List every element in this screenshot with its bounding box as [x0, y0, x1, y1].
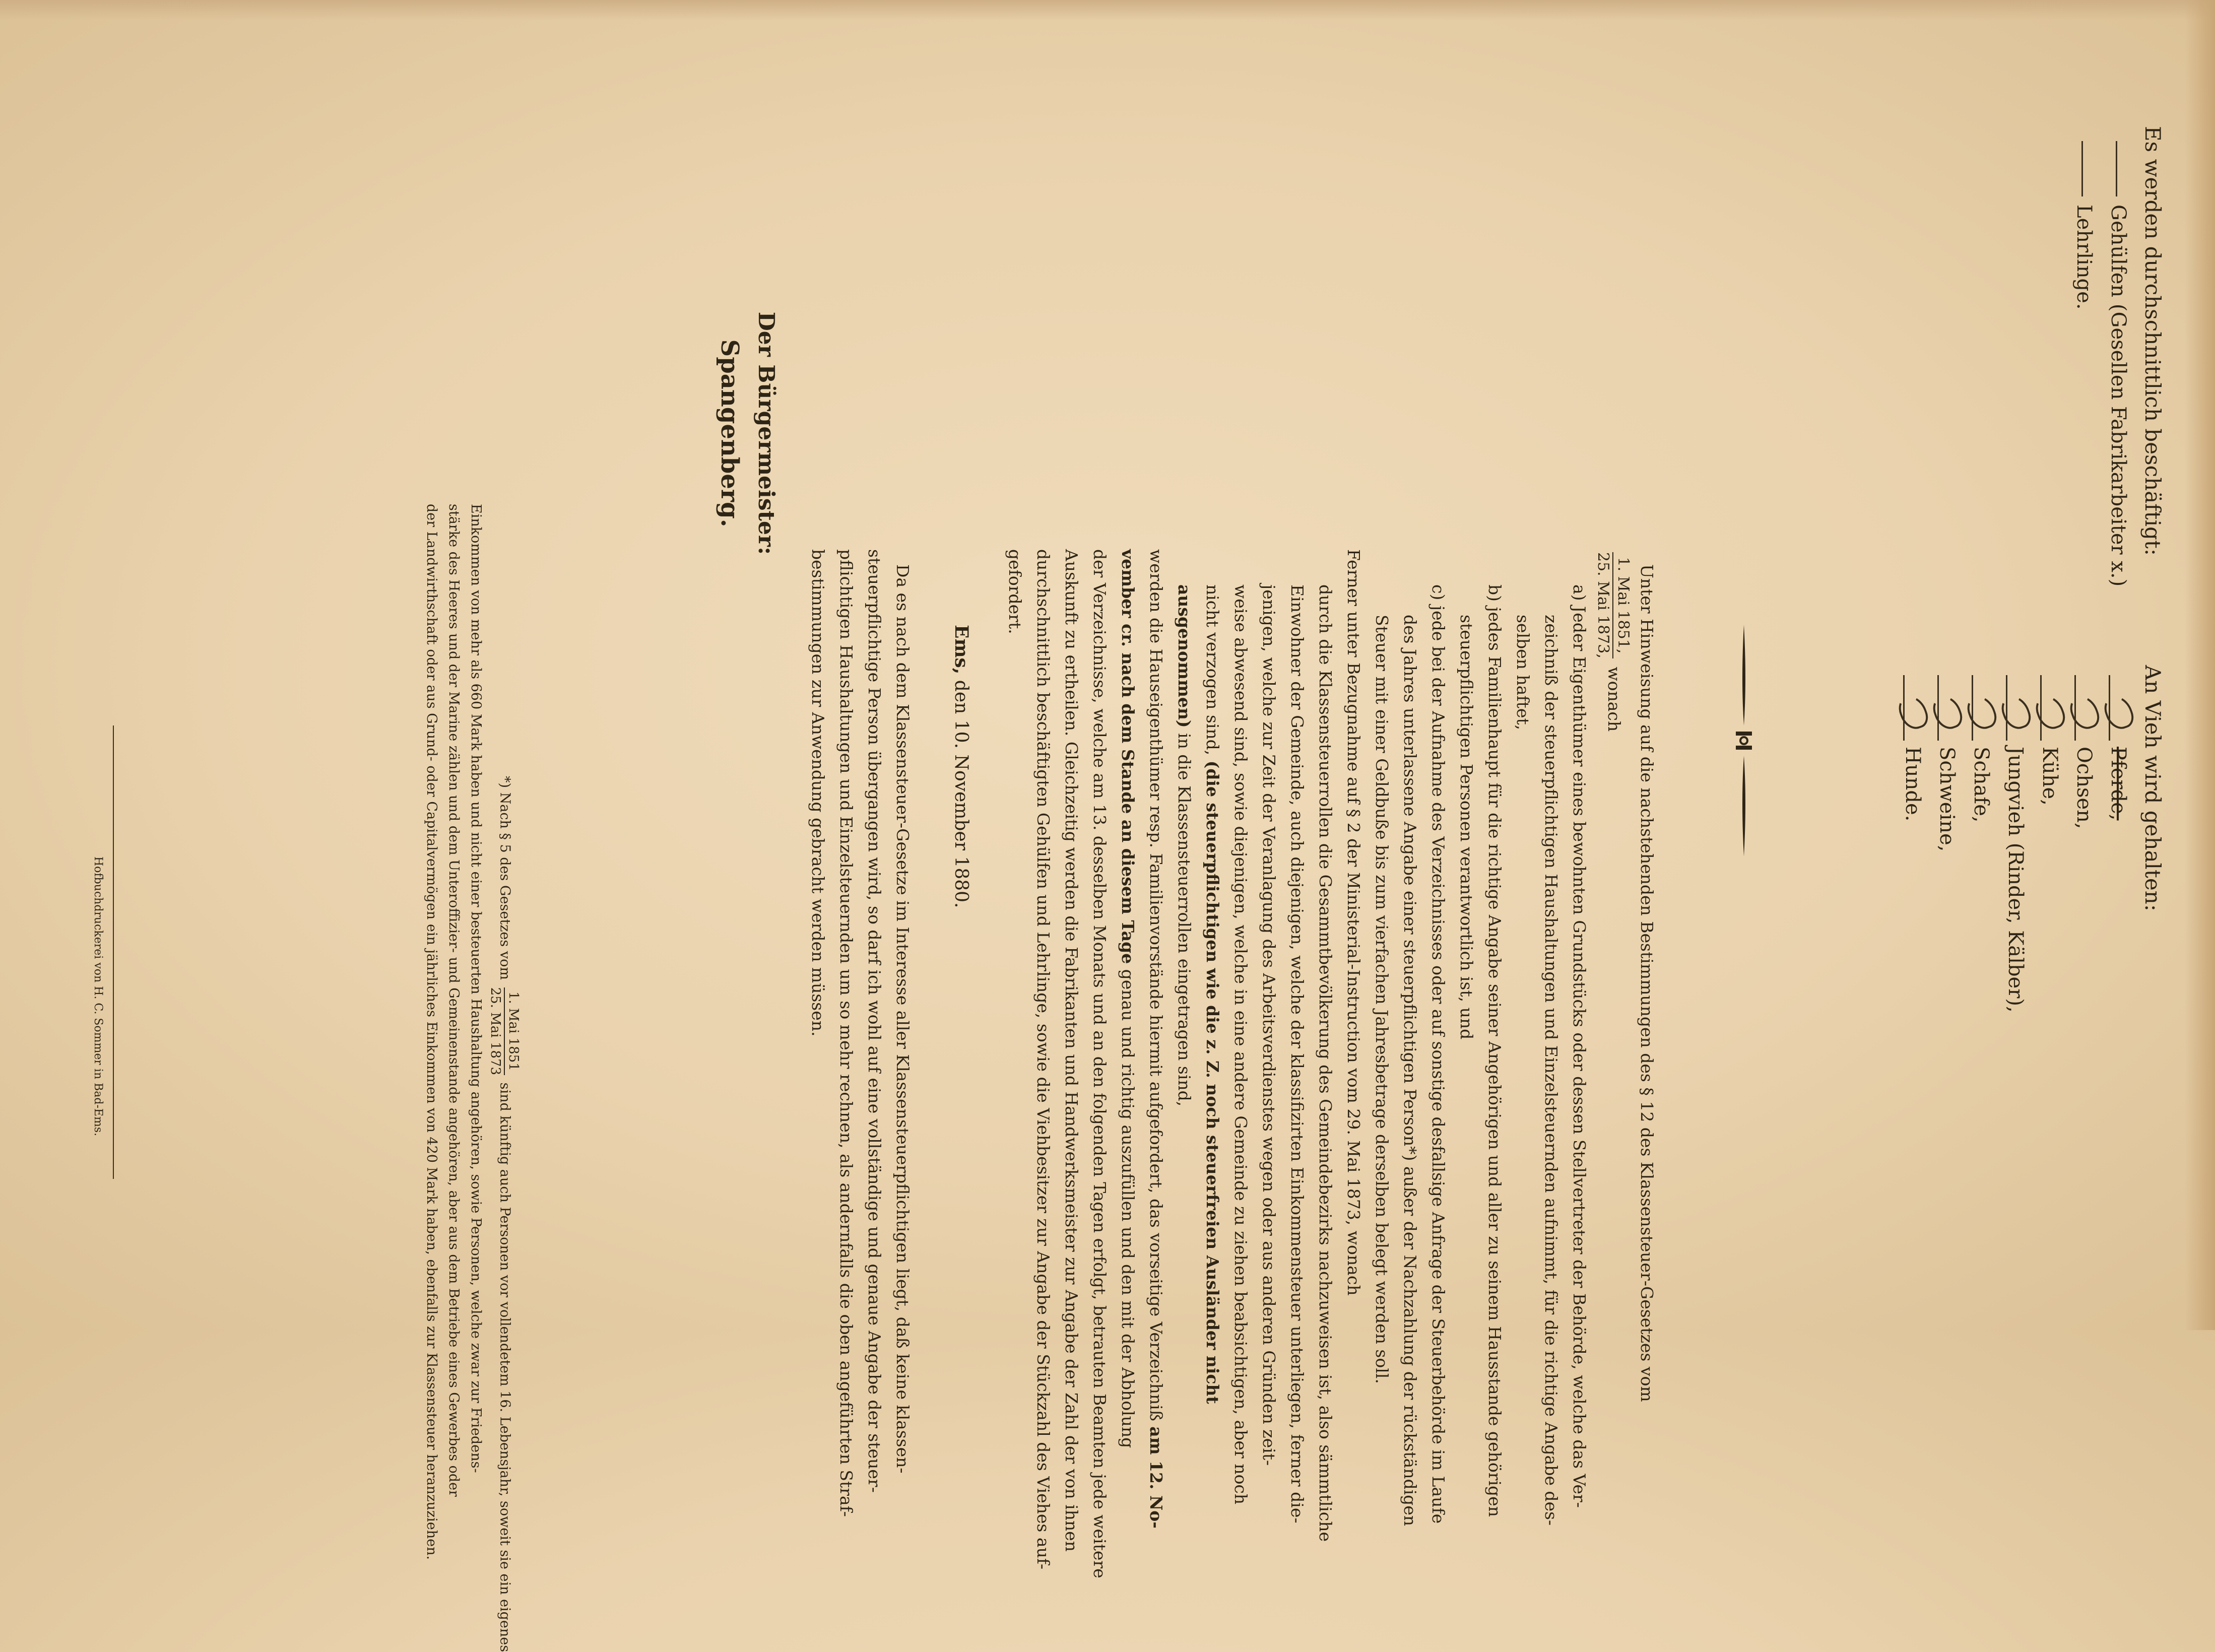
labor-heading: Es werden durchschnittlich beschäftigt:	[2140, 126, 2165, 556]
instruction-line: ausgenommen) in die Klassensteuerrollen eingetragen sind,	[1175, 584, 1194, 1107]
handwritten-stroke-icon	[2072, 675, 2093, 741]
ornament-divider-icon	[1729, 625, 1759, 856]
labor-item-gehuelfen: Gehülfen (Gesellen Fabrikarbeiter x.)	[2101, 126, 2135, 586]
intro-line: Unter Hinweisung auf die nachstehenden Bestimmungen des § 12 des Klassensteuer-Gesetzes vom	[1637, 564, 1657, 1402]
instruction-line: Ferner unter Bezugnahme auf § 2 der Ministerial-Instruction vom 29. Mai 1873, wonach	[1344, 549, 1363, 1296]
clause-b-line: steuerpflichtigen Personen verantwortlich ist, und	[1457, 615, 1476, 1040]
instruction-line: durch die Klassensteuerrollen die Gesammtbevölkerung des Gemeindebezirks nachzuweisen ist, also sämmtliche	[1316, 584, 1335, 1542]
closing-line: bestimmungen zur Anwendung gebracht werden müssen.	[808, 549, 828, 1037]
livestock-item: Hunde.	[1896, 665, 1930, 1013]
instruction-line: jenigen, welche zur Zeit der Veranlagung des Arbeitsverdienstes wegen oder aus anderen Gründen zeit-	[1259, 584, 1279, 1466]
livestock-section	[1896, 665, 2170, 1013]
clause-a-line: selben haftet,	[1513, 615, 1533, 731]
livestock-item: Jungvieh (Rinder, Kälber),	[1998, 665, 2033, 1013]
clause-a-line: a) Jeder Eigenthümer eines bewohnten Grundstücks oder dessen Stellvertreter der Behörde, welche das Ver-	[1570, 584, 1589, 1508]
blank-line	[2116, 141, 2118, 196]
printer-imprint: Hofbuchdruckerei von H. C. Sommer in Bad-Ems.	[92, 856, 104, 1137]
clause-a-line: zeichniß der steuerpflichtigen Haushaltungen und Einzelsteuernden aufnimmt, für die richtige Angabe des-	[1541, 615, 1561, 1526]
request-line: Auskunft zu ertheilen. Gleichzeitig werden die Fabrikanten und Handwerksmeister zur Angabe der Zahl der von ihnen	[1062, 549, 1081, 1552]
labor-section	[2067, 126, 2170, 586]
imprint-rule	[113, 725, 114, 1179]
handwritten-stroke-icon	[1935, 675, 1956, 741]
livestock-heading: An Vieh wird gehalten:	[2140, 665, 2165, 911]
intro-date-line: 1. Mai 1851, 25. Mai 1873, wonach	[1594, 552, 1632, 732]
labor-item-lehrlinge: Lehrlinge.	[2067, 126, 2101, 586]
footnote-date-fraction: 1. Mai 1851 25. Mai 1873	[488, 987, 521, 1076]
footnote-line: *) Nach § 5 des Gesetzes vom 1. Mai 1851 25. Mai 1873 sind künftig auch Personen vor vollendetem 16. Lebensjahr, soweit sie ein eigenes	[488, 776, 521, 1652]
body-text	[804, 549, 1661, 1578]
law-date-fraction: 1. Mai 1851, 25. Mai 1873,	[1594, 552, 1632, 658]
closing-line: steuerpflichtige Person übergangen wird, so darf ich wohl auf eine vollständige und genaue Angabe der steuer-	[865, 549, 884, 1493]
signature-name: Spangenberg.	[715, 339, 744, 527]
request-line: durchschnittlich beschäftigten Gehülfen und Lehrlinge, sowie die Viehbesitzer zur Angabe der Stückzahl des Viehes auf-	[1033, 549, 1053, 1569]
handwritten-stroke-icon	[2038, 675, 2058, 741]
blank-line	[2082, 141, 2083, 196]
request-line: werden die Hauseigenthümer resp. Familienvorstände hiermit aufgefordert, das vorseitige Verzeichniß am 12. No-	[1146, 549, 1166, 1529]
closing-line: Da es nach dem Klassensteuer-Gesetze im Interesse aller Klassensteuerpflichtigen liegt, daß keine klassen-	[893, 564, 913, 1474]
footnote-line: der Landwirthschaft oder aus Grund- oder Capitalvermögen ein jährliches Einkommen von 420 Mark haben, ebenfalls zur Klassensteuer heranzuziehen.	[424, 504, 439, 1560]
footnote-line: Einkommen von mehr als 660 Mark haben und nicht einer besteuerten Haushaltung angehören, sowie Personen, welche zwar zur Friedens-	[468, 504, 484, 1473]
handwritten-stroke-icon	[2107, 675, 2127, 741]
clause-c-line: c) jede bei der Aufnahme des Verzeichnisses oder auf sonstige desfallsige Anfrage der Steuerbehörde im Laufe	[1428, 584, 1448, 1524]
clause-c-line: des Jahres unterlassene Angabe einer steuerpflichtigen Person*) außer der Nachzahlung der rückständigen	[1400, 615, 1420, 1527]
footnote	[420, 504, 522, 1652]
request-line: der Verzeichnisse, welche am 13. desselben Monats und an den folgenden Tagen erfolgt, betrauten Beamten jede weitere	[1090, 549, 1110, 1578]
clause-b-line: b) jedes Familienhaupt für die richtige Angabe seiner Angehörigen und aller zu seinem Hausstande gehörigen	[1485, 584, 1505, 1517]
closing-line: pflichtigen Haushaltungen und Einzelsteuernden um so mehr rechnen, als andernfalls die oben angeführten Straf-	[836, 549, 856, 1517]
livestock-item: Pferde,	[2101, 665, 2135, 1013]
request-line: gefordert.	[1005, 549, 1025, 634]
instruction-line: Einwohner der Gemeinde, auch diejenigen, welche der klassifizirten Einkommensteuer unterliegen, ferner die-	[1287, 584, 1307, 1524]
livestock-item: Ochsen,	[2067, 665, 2101, 1013]
handwritten-stroke-icon	[1970, 675, 1990, 741]
handwritten-stroke-icon	[2004, 675, 2024, 741]
handwritten-stroke-icon	[1901, 675, 1921, 741]
date-line: Ems, den 10. November 1880.	[951, 625, 972, 908]
instruction-line: nicht verzogen sind, (die steuerpflichtigen wie die z. Z. noch steuerfreien Ausländer nicht	[1203, 584, 1222, 1404]
signature-title: Der Bürgermeister:	[753, 311, 779, 555]
signature-block	[711, 207, 784, 660]
livestock-item: Schafe,	[1964, 665, 1998, 1013]
livestock-item: Kühe,	[2033, 665, 2067, 1013]
instruction-line: weise abwesend sind, sowie diejenigen, welche in eine andere Gemeinde zu ziehen beabsichtigen, aber noch	[1231, 584, 1251, 1505]
footnote-line: stärke des Heeres und der Marine zählen und dem Unteroffizier- und Gemeinenstande angehören, aber aus dem Betriebe eines Gewerbes oder	[446, 504, 462, 1497]
livestock-item: Schweine,	[1930, 665, 1964, 1013]
request-line: vember cr. nach dem Stande an diesem Tage genau und richtig auszufüllen und den mit der Abholung	[1118, 549, 1138, 1448]
clause-c-line: Steuer mit einer Geldbuße bis zum vierfachen Jahresbetrage derselben belegt werden soll.	[1372, 615, 1392, 1384]
